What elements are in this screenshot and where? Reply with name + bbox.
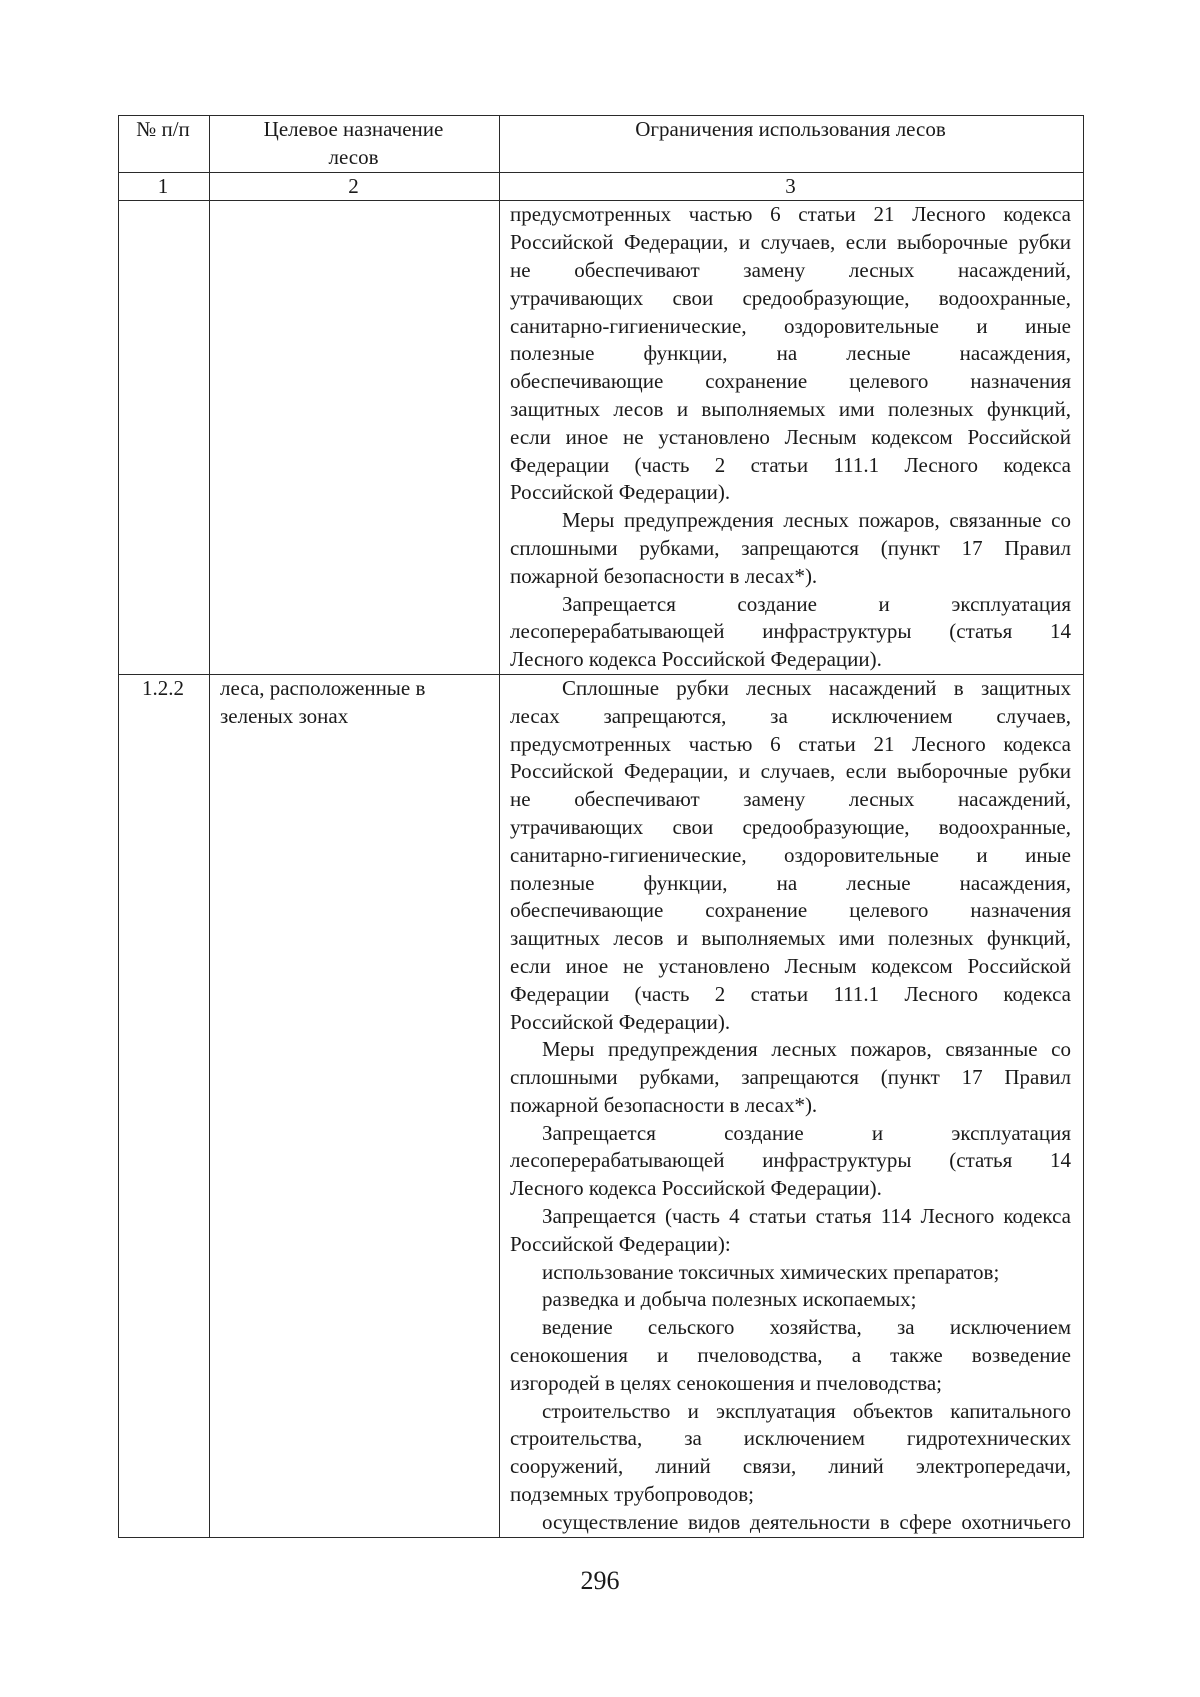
column-number-1: 1 (119, 172, 210, 201)
text-line: защитных лесов и выполняемых ими полезных функций, (510, 926, 1071, 951)
text-line: разведка и добыча полезных ископаемых; (542, 1287, 917, 1312)
purpose-line: зеленых зонах (220, 703, 349, 728)
text-line: Российской Федерации). (510, 480, 731, 505)
text-line: Федерации (часть 2 статьи 111.1 Лесного кодекса (510, 452, 1071, 477)
row-purpose (210, 201, 500, 675)
text-line: сооружений, линий связи, линий электропередачи, (510, 1454, 1071, 1479)
text-line: изгородей в целях сенокошения и пчеловодства; (510, 1370, 943, 1395)
text-line: санитарно-гигиенические, оздоровительные и иные (510, 313, 1071, 338)
text-line: сенокошения и пчеловодства, а также возведение (510, 1343, 1071, 1368)
text-line: лесоперерабатывающей инфраструктуры (статья 14 (510, 1148, 1071, 1173)
text-line: защитных лесов и выполняемых ими полезных функций, (510, 396, 1071, 421)
column-number-3: 3 (500, 172, 1084, 201)
text-line: Российской Федерации, и случаев, если выборочные рубки (510, 759, 1071, 784)
column-number-2: 2 (210, 172, 500, 201)
text-line: утрачивающих свои средообразующие, водоохранные, (510, 285, 1071, 310)
header-col-purpose-line: лесов (328, 144, 379, 169)
page-number: 296 (580, 1566, 620, 1595)
row-purpose (210, 674, 500, 1537)
text-line: Сплошные рубки лесных насаждений в защитных (562, 675, 1071, 700)
text-line: строительство и эксплуатация объектов капитального (542, 1398, 1071, 1423)
text-line: Российской Федерации): (510, 1231, 731, 1256)
header-col-number-line: № п/п (136, 117, 190, 141)
text-line: не обеспечивают замену лесных насаждений, (510, 257, 1071, 282)
restrictions-table (118, 115, 1084, 1538)
text-line: полезные функции, на лесные насаждения, (510, 870, 1071, 895)
text-line: Лесного кодекса Российской Федерации). (510, 647, 882, 672)
text-line: Меры предупреждения лесных пожаров, связанные со (542, 1037, 1071, 1062)
text-line: если иное не установлено Лесным кодексом Российской (510, 953, 1071, 978)
table-row (119, 201, 1084, 675)
text-line: Запрещается создание и эксплуатация (562, 591, 1071, 616)
text-line: Меры предупреждения лесных пожаров, связанные со (562, 508, 1071, 533)
text-line: Федерации (часть 2 статьи 111.1 Лесного кодекса (510, 981, 1071, 1006)
purpose-line: леса, расположенные в (220, 675, 426, 700)
row-restrictions (500, 201, 1084, 675)
text-line: пожарной безопасности в лесах*). (510, 563, 818, 588)
text-line: осуществление видов деятельности в сфере охотничьего (542, 1509, 1071, 1534)
text-line: использование токсичных химических препаратов; (542, 1259, 1000, 1284)
text-line: обеспечивающие сохранение целевого назначения (510, 369, 1071, 394)
text-line: Запрещается (часть 4 статьи статья 114 Лесного кодекса (542, 1204, 1071, 1229)
text-line: сплошными рубками, запрещаются (пункт 17 Правил (510, 1065, 1071, 1090)
text-line: если иное не установлено Лесным кодексом Российской (510, 424, 1071, 449)
row-number: 1.2.2 (119, 674, 210, 1537)
text-line: строительства, за исключением гидротехнических (510, 1426, 1071, 1451)
text-line: пожарной безопасности в лесах*). (510, 1092, 818, 1117)
header-col-purpose-line: Целевое назначение (263, 117, 444, 141)
column-number-row (119, 172, 1084, 201)
text-line: утрачивающих свои средообразующие, водоохранные, (510, 814, 1071, 839)
text-line: Российской Федерации, и случаев, если выборочные рубки (510, 230, 1071, 255)
text-line: Лесного кодекса Российской Федерации). (510, 1176, 882, 1201)
row-number (119, 201, 210, 675)
header-col-restrictions (500, 116, 1084, 173)
header-col-restrictions-line: Ограничения использования лесов (635, 117, 946, 141)
text-line: лесоперерабатывающей инфраструктуры (статья 14 (510, 619, 1071, 644)
text-line: сплошными рубками, запрещаются (пункт 17 Правил (510, 535, 1071, 560)
text-line: санитарно-гигиенические, оздоровительные и иные (510, 842, 1071, 867)
text-line: Российской Федерации). (510, 1009, 731, 1034)
text-line: не обеспечивают замену лесных насаждений, (510, 787, 1071, 812)
header-col-purpose (210, 116, 500, 173)
text-line: предусмотренных частью 6 статьи 21 Лесного кодекса (510, 731, 1071, 756)
table-row (119, 674, 1084, 1537)
table-header-row (119, 116, 1084, 173)
text-line: Запрещается создание и эксплуатация (542, 1120, 1071, 1145)
text-line: лесах запрещаются, за исключением случаев, (510, 703, 1071, 728)
text-line: предусмотренных частью 6 статьи 21 Лесного кодекса (510, 202, 1071, 227)
text-line: подземных трубопроводов; (510, 1482, 754, 1507)
row-restrictions (500, 674, 1084, 1537)
text-line: обеспечивающие сохранение целевого назначения (510, 898, 1071, 923)
header-col-number (119, 116, 210, 173)
text-line: полезные функции, на лесные насаждения, (510, 341, 1071, 366)
text-line: ведение сельского хозяйства, за исключением (542, 1315, 1071, 1340)
